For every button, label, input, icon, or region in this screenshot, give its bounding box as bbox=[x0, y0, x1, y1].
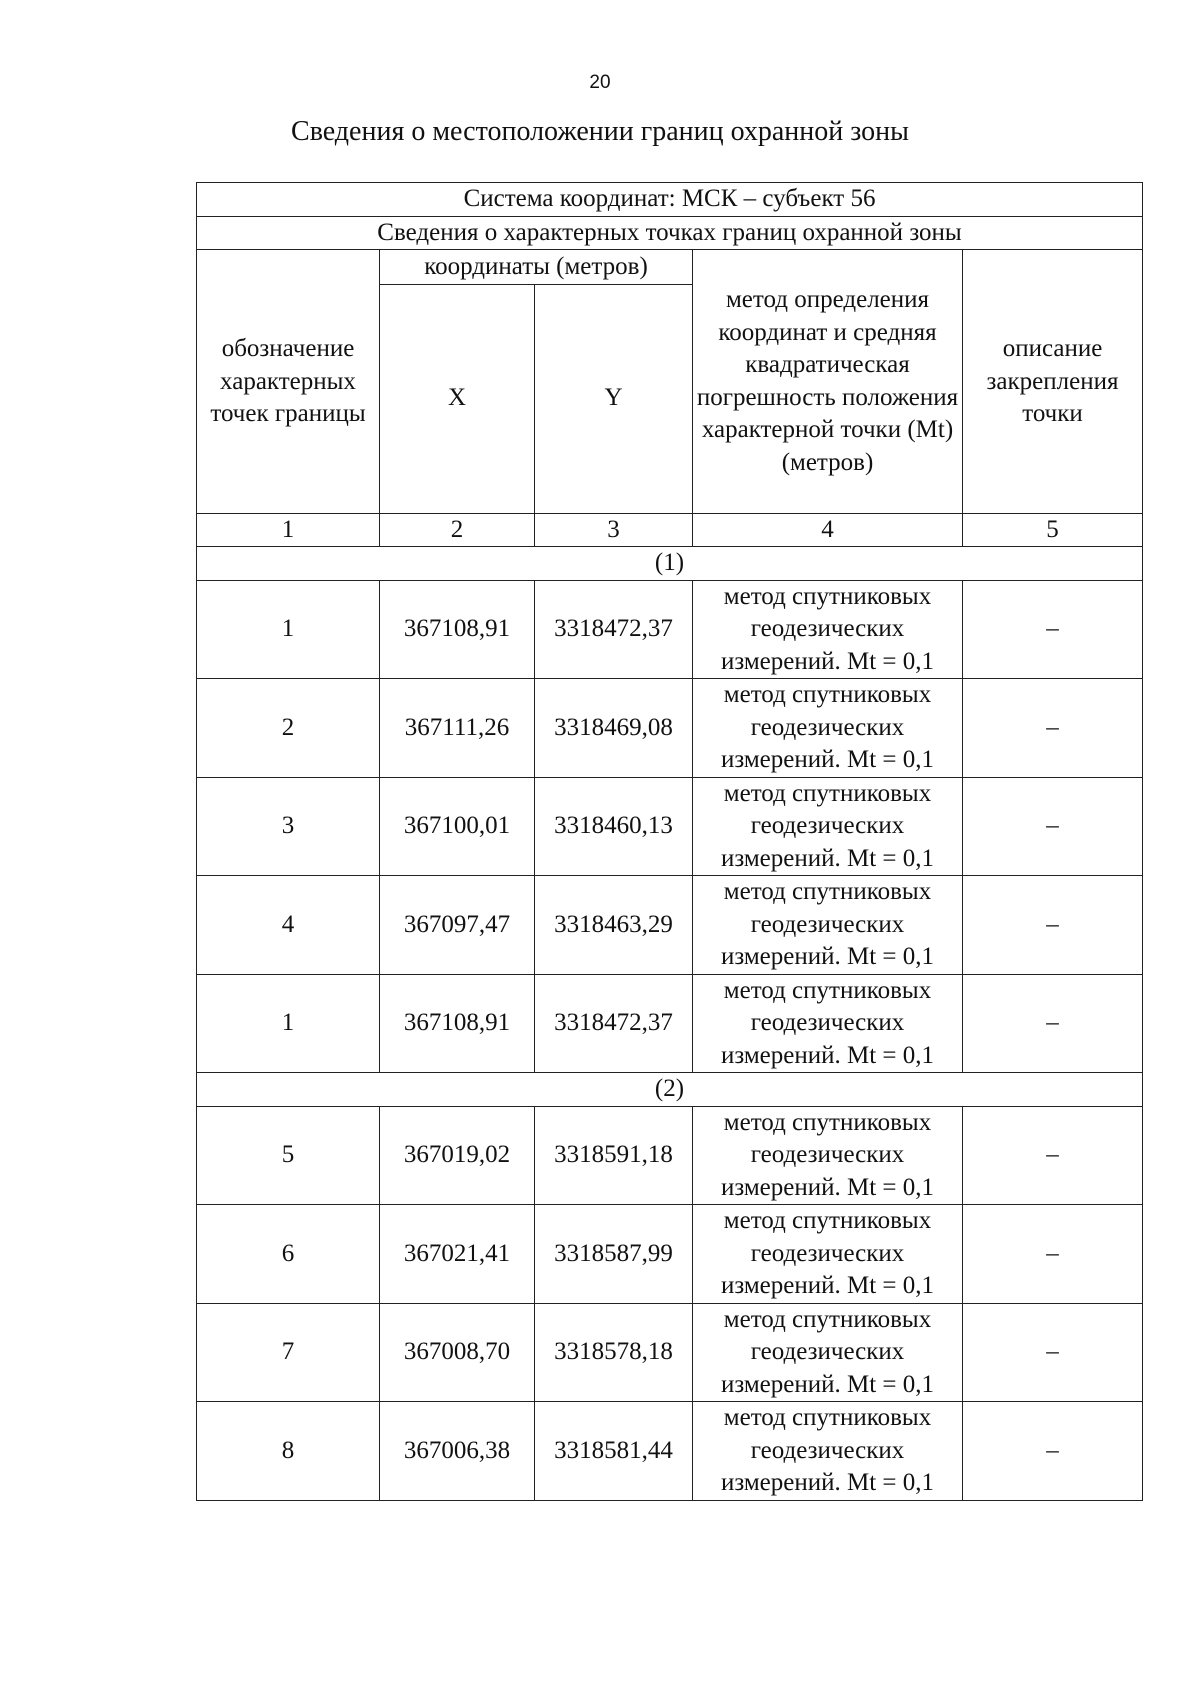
header-description: описание закрепления точки bbox=[963, 250, 1143, 514]
table-row bbox=[197, 1106, 1143, 1205]
cell-x: 367100,01 bbox=[380, 777, 535, 876]
cell-x: 367006,38 bbox=[380, 1402, 535, 1501]
cell-method: метод спутниковых геодезических измерений. Mt = 0,1 bbox=[693, 1106, 963, 1205]
table-row bbox=[197, 679, 1143, 778]
cell-point: 6 bbox=[197, 1205, 380, 1304]
cell-x: 367021,41 bbox=[380, 1205, 535, 1304]
cell-description: – bbox=[963, 679, 1143, 778]
header-x: X bbox=[380, 284, 535, 513]
table-row bbox=[197, 1303, 1143, 1402]
column-number: 2 bbox=[380, 513, 535, 547]
coordinates-table bbox=[196, 182, 1143, 1501]
table-row bbox=[197, 1205, 1143, 1304]
document-title: Сведения о местоположении границ охранной зоны bbox=[291, 116, 909, 147]
header-y: Y bbox=[535, 284, 693, 513]
table-subtitle: Сведения о характерных точках границ охранной зоны bbox=[197, 216, 1143, 250]
cell-description: – bbox=[963, 876, 1143, 975]
cell-description: – bbox=[963, 974, 1143, 1073]
cell-x: 367108,91 bbox=[380, 580, 535, 679]
cell-point: 8 bbox=[197, 1402, 380, 1501]
cell-x: 367111,26 bbox=[380, 679, 535, 778]
group-label: (1) bbox=[197, 547, 1143, 581]
group-row bbox=[197, 1073, 1143, 1107]
table-row bbox=[197, 1402, 1143, 1501]
header-row bbox=[197, 250, 1143, 285]
cell-description: – bbox=[963, 1402, 1143, 1501]
header-point-designation: обозначение характерных точек границы bbox=[197, 250, 380, 514]
column-number: 5 bbox=[963, 513, 1143, 547]
cell-y: 3318578,18 bbox=[535, 1303, 693, 1402]
column-number: 1 bbox=[197, 513, 380, 547]
cell-x: 367108,91 bbox=[380, 974, 535, 1073]
cell-point: 5 bbox=[197, 1106, 380, 1205]
cell-method: метод спутниковых геодезических измерений. Mt = 0,1 bbox=[693, 974, 963, 1073]
cell-y: 3318472,37 bbox=[535, 974, 693, 1073]
column-number: 3 bbox=[535, 513, 693, 547]
cell-point: 1 bbox=[197, 974, 380, 1073]
cell-x: 367019,02 bbox=[380, 1106, 535, 1205]
header-method: метод определения координат и средняя квадратическая погрешность положения характерной точки (Mt) (метров) bbox=[693, 250, 963, 514]
cell-y: 3318591,18 bbox=[535, 1106, 693, 1205]
table-subtitle-row bbox=[197, 216, 1143, 250]
cell-method: метод спутниковых геодезических измерений. Mt = 0,1 bbox=[693, 679, 963, 778]
cell-y: 3318463,29 bbox=[535, 876, 693, 975]
cell-y: 3318472,37 bbox=[535, 580, 693, 679]
cell-point: 7 bbox=[197, 1303, 380, 1402]
cell-method: метод спутниковых геодезических измерений. Mt = 0,1 bbox=[693, 777, 963, 876]
cell-point: 1 bbox=[197, 580, 380, 679]
cell-y: 3318587,99 bbox=[535, 1205, 693, 1304]
cell-description: – bbox=[963, 580, 1143, 679]
cell-y: 3318581,44 bbox=[535, 1402, 693, 1501]
coordinate-system-label: Система координат: МСК – субъект 56 bbox=[197, 183, 1143, 217]
cell-description: – bbox=[963, 1205, 1143, 1304]
table-row bbox=[197, 974, 1143, 1073]
cell-point: 2 bbox=[197, 679, 380, 778]
cell-description: – bbox=[963, 1303, 1143, 1402]
cell-method: метод спутниковых геодезических измерений. Mt = 0,1 bbox=[693, 1402, 963, 1501]
cell-y: 3318469,08 bbox=[535, 679, 693, 778]
coordinate-system-row bbox=[197, 183, 1143, 217]
cell-method: метод спутниковых геодезических измерений. Mt = 0,1 bbox=[693, 1205, 963, 1304]
cell-x: 367097,47 bbox=[380, 876, 535, 975]
table-row bbox=[197, 580, 1143, 679]
table-row bbox=[197, 876, 1143, 975]
cell-method: метод спутниковых геодезических измерений. Mt = 0,1 bbox=[693, 580, 963, 679]
group-row bbox=[197, 547, 1143, 581]
column-numbers-row bbox=[197, 513, 1143, 547]
coordinates-table-body bbox=[197, 183, 1143, 1501]
table-row bbox=[197, 777, 1143, 876]
cell-method: метод спутниковых геодезических измерений. Mt = 0,1 bbox=[693, 876, 963, 975]
cell-point: 3 bbox=[197, 777, 380, 876]
column-number: 4 bbox=[693, 513, 963, 547]
page-number: 20 bbox=[589, 72, 611, 93]
cell-description: – bbox=[963, 1106, 1143, 1205]
cell-y: 3318460,13 bbox=[535, 777, 693, 876]
cell-description: – bbox=[963, 777, 1143, 876]
cell-x: 367008,70 bbox=[380, 1303, 535, 1402]
cell-point: 4 bbox=[197, 876, 380, 975]
header-coordinates: координаты (метров) bbox=[380, 250, 693, 285]
group-label: (2) bbox=[197, 1073, 1143, 1107]
cell-method: метод спутниковых геодезических измерений. Mt = 0,1 bbox=[693, 1303, 963, 1402]
